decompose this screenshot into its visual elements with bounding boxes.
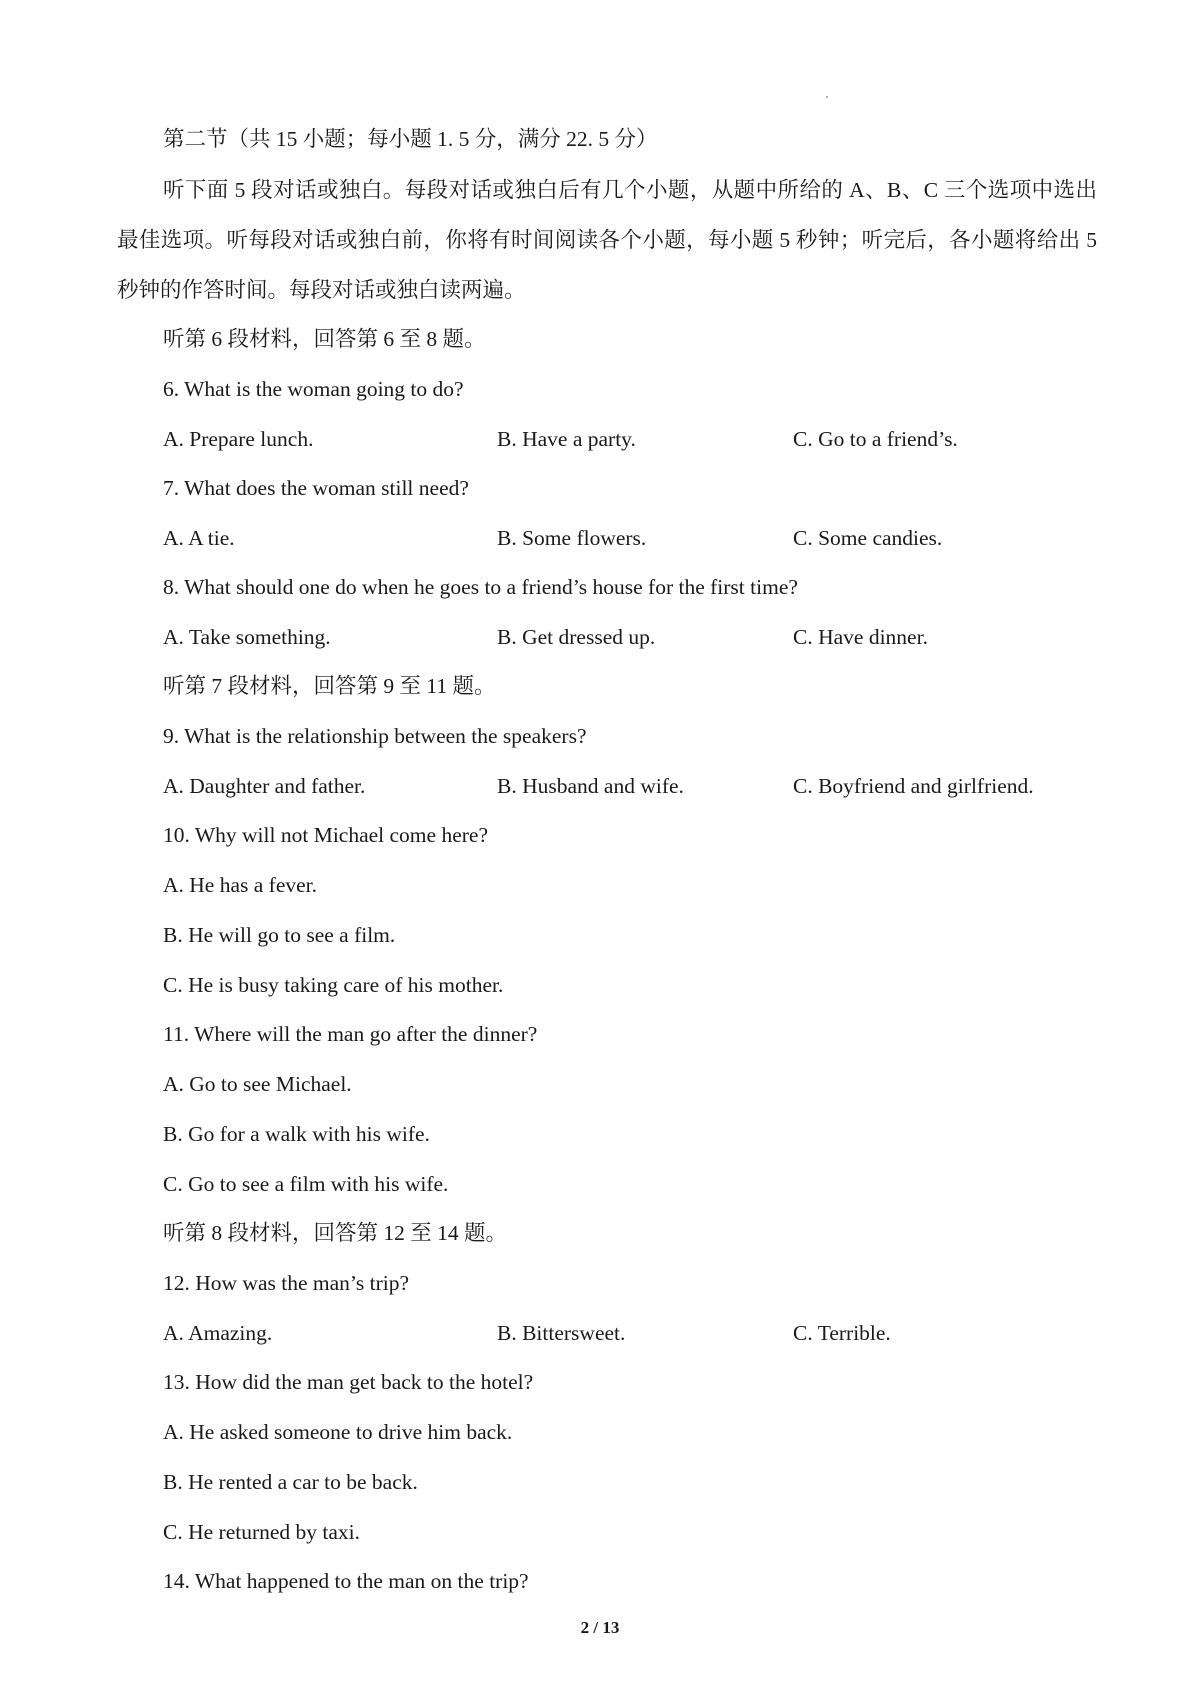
option-c: C. Go to a friend’s.: [793, 427, 958, 451]
option-c: C. Terrible.: [793, 1321, 891, 1345]
option-c: C. Go to see a film with his wife.: [163, 1172, 449, 1196]
group-heading: 听第 6 段材料，回答第 6 至 8 题。: [163, 327, 486, 351]
option-c: C. Some candies.: [793, 526, 943, 550]
option-b: B. Bittersweet.: [497, 1321, 626, 1345]
option-c: C. Have dinner.: [793, 625, 928, 649]
option-b: B. He will go to see a film.: [163, 923, 396, 947]
question-stem: 7. What does the woman still need?: [163, 476, 469, 500]
option-b: B. He rented a car to be back.: [163, 1470, 418, 1494]
group-heading: 听第 7 段材料，回答第 9 至 11 题。: [163, 674, 496, 698]
page-number: 2 / 13: [580, 1618, 620, 1637]
option-b: B. Some flowers.: [497, 526, 647, 550]
option-a: A. Go to see Michael.: [163, 1072, 352, 1096]
option-a: A. A tie.: [163, 526, 235, 550]
option-b: B. Husband and wife.: [497, 774, 684, 798]
question-stem: 11. Where will the man go after the dinner?: [163, 1022, 538, 1046]
option-a: A. Amazing.: [163, 1321, 273, 1345]
option-b: B. Go for a walk with his wife.: [163, 1122, 430, 1146]
instructions-paragraph: 听下面 5 段对话或独白。每段对话或独白后有几个小题，从题中所给的 A、B、C 三个选项中选出最佳选项。听每段对话或独白前，你将有时间阅读各个小题，每小题 5 秒钟；听完后，各小题将给出 5 秒钟的作答时间。每段对话或独白读两遍。: [117, 178, 1097, 302]
option-a: A. He has a fever.: [163, 873, 318, 897]
question-stem: 13. How did the man get back to the hotel?: [163, 1370, 534, 1394]
question-stem: 14. What happened to the man on the trip?: [163, 1569, 529, 1593]
scan-speck: [826, 96, 828, 98]
question-stem: 8. What should one do when he goes to a friend’s house for the first time?: [163, 575, 798, 599]
option-a: A. He asked someone to drive him back.: [163, 1420, 513, 1444]
question-stem: 12. How was the man’s trip?: [163, 1271, 410, 1295]
option-a: A. Take something.: [163, 625, 331, 649]
option-b: B. Get dressed up.: [497, 625, 656, 649]
question-stem: 6. What is the woman going to do?: [163, 377, 464, 401]
option-b: B. Have a party.: [497, 427, 636, 451]
question-stem: 9. What is the relationship between the speakers?: [163, 724, 587, 748]
option-c: C. He returned by taxi.: [163, 1520, 361, 1544]
question-stem: 10. Why will not Michael come here?: [163, 823, 488, 847]
option-c: C. Boyfriend and girlfriend.: [793, 774, 1034, 798]
section-heading: 第二节（共 15 小题；每小题 1. 5 分，满分 22. 5 分）: [163, 127, 658, 151]
option-c: C. He is busy taking care of his mother.: [163, 973, 504, 997]
option-a: A. Prepare lunch.: [163, 427, 314, 451]
group-heading: 听第 8 段材料，回答第 12 至 14 题。: [163, 1221, 508, 1245]
option-a: A. Daughter and father.: [163, 774, 366, 798]
